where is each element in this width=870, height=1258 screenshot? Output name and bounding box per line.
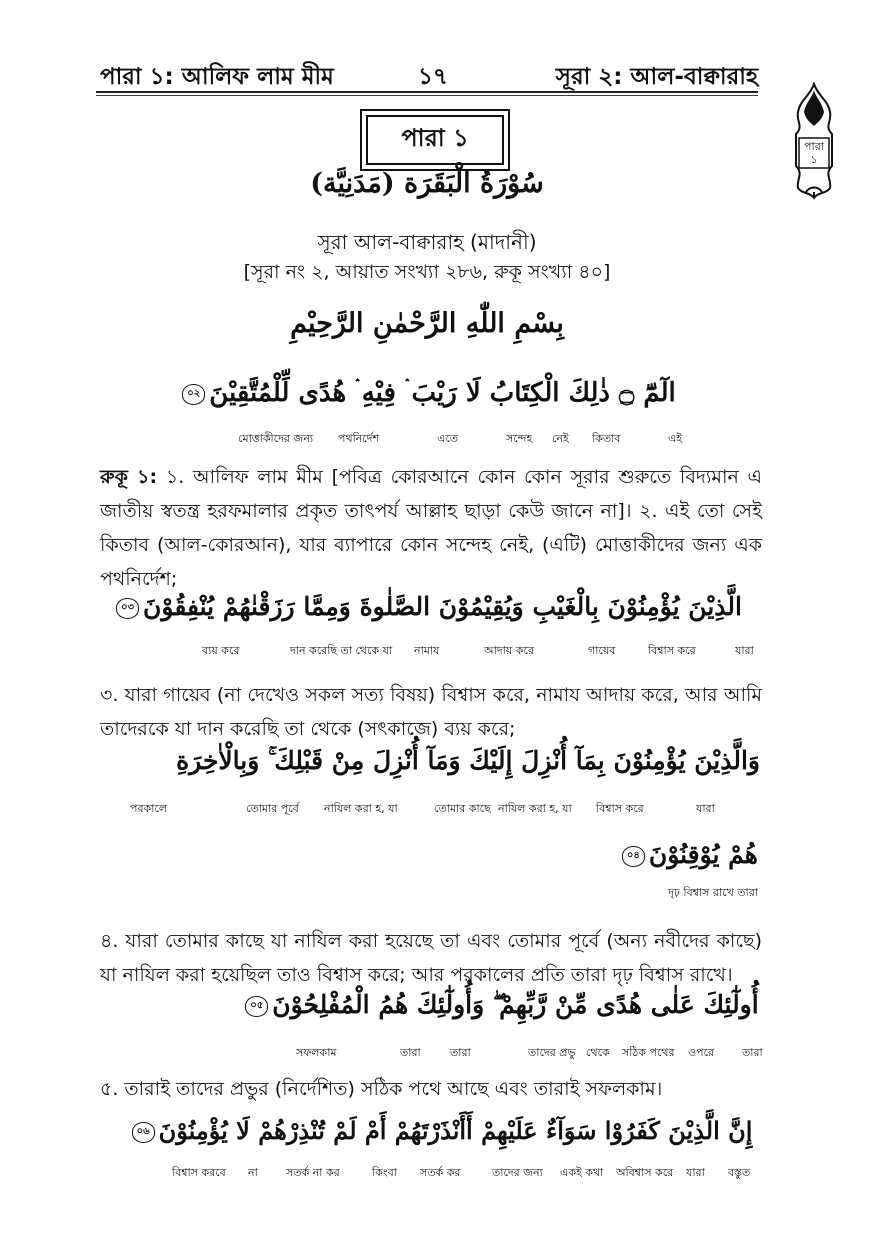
verse-4-translation: ৪. যারা তোমার কাছে যা নাযিল করা হয়েছে তা এবং তোমার পূর্বে (অন্য নবীদের কাছে) যা নাযিল করা হয়েছিল তাও বিশ্বাস করে; আর পরকালের প্রতি তারা দৃঢ় বিশ্বাস রাখে। <box>100 930 762 986</box>
verse-3-gloss <box>0 642 870 658</box>
verse-4-text-end: هُمْ يُوْقِنُوْنَ <box>648 840 758 869</box>
gloss-word: সঠিক পথের <box>622 1046 675 1059</box>
gloss-word: সফলকাম <box>296 1046 337 1059</box>
header-left: পারা ১: আলিফ লাম মীম <box>100 64 334 90</box>
gloss-word: অবিশ্বাস করে <box>616 1166 674 1179</box>
verse-4-gloss <box>0 800 870 816</box>
gloss-word: নাযিল করা হ, যা <box>498 802 572 815</box>
ruku-1-text: ১. আলিফ লাম মীম [পবিত্র কোরআনে কোন কোন সূরার শুরুতে বিদ্যমান এ জাতীয় স্বতন্ত্র হরফমালার প্রকৃত তাৎপর্য আল্লাহ ছাড়া কেউ জানে না]। ২. এই তো সেই কিতাব (আল-কোরআন), যার ব্যাপারে কোন সন্দেহ নেই, (এটি) মোত্তাকীদের জন্য এক পথনির্দেশ; <box>100 466 762 590</box>
verse-3-arabic <box>96 592 758 621</box>
page-number: ১৭ <box>418 64 448 90</box>
gloss-word: তারা <box>450 1046 471 1059</box>
gloss-word: দান করেছি তা থেকে যা <box>290 644 393 657</box>
gloss-word: বিশ্বাস করবে <box>172 1166 226 1179</box>
ruku-1-translation <box>100 460 762 596</box>
header-right: সূরা ২: আল-বাক্বারাহ <box>555 64 758 90</box>
gloss-word: তাদের প্রভু <box>528 1046 576 1059</box>
header-rule-thin <box>96 95 758 96</box>
gloss-word: এতে <box>437 432 459 445</box>
gloss-word: তোমার কাছে <box>434 802 491 815</box>
gloss-word: কিংবা <box>372 1166 397 1179</box>
gloss-word: বিশ্বাস করে <box>596 802 644 815</box>
gloss-word: কিতাব <box>592 432 621 445</box>
para-side-ornament <box>788 82 840 200</box>
verse-5-gloss <box>0 1044 870 1060</box>
ruku-label: রুকূ ১: <box>100 466 158 488</box>
gloss-word: থেকে <box>586 1046 610 1059</box>
gloss-word: নাযিল করা হ, যা <box>324 802 398 815</box>
verse-6-arabic <box>110 1116 770 1145</box>
ayah-number-badge: ০৪ <box>622 846 645 867</box>
verse-6-gloss <box>0 1164 870 1180</box>
side-tab-number: ১ <box>810 153 818 166</box>
para-title: পারা ১ <box>401 124 469 152</box>
gloss-word: তারা <box>400 1046 421 1059</box>
gloss-word: যারা <box>735 644 754 657</box>
verse-1-2-text: الٓمّٓ ۝ ذٰلِكَ الْكِتَابُ لَا رَيْبَ ۛ فِيْهِ ۛ هُدًى لِّلْمُتَّقِيْنَ <box>209 378 676 408</box>
verse-4-arabic: وَالَّذِيْنَ يُؤْمِنُوْنَ بِمَآ أُنْزِلَ إِلَيْكَ وَمَآ أُنْزِلَ مِنْ قَبْلِكَ ۚ وَبِالْاٰخِرَةِ <box>176 746 760 775</box>
gloss-word: তাদের জন্য <box>492 1166 543 1179</box>
gloss-word: মোত্তাকীদের জন্য <box>238 432 314 445</box>
verse-5-arabic <box>220 990 780 1020</box>
gloss-word: আদায় করে <box>484 644 534 657</box>
gloss-word: গায়েব <box>588 644 616 657</box>
verse-5-text: أُولٰٓئِكَ عَلٰى هُدًى مِّنْ رَّبِّهِمْ ۖ وَأُولٰٓئِكَ هُمُ الْمُفْلِحُوْنَ <box>272 990 759 1019</box>
verse-1-2-gloss <box>0 430 870 446</box>
ayah-number-badge: ০২ <box>182 384 205 405</box>
gloss-word: বস্তুত <box>728 1166 751 1179</box>
verse-4-gloss-end: দৃঢ় বিশ্বাস রাখে তারা <box>668 886 758 899</box>
header-rule <box>96 91 758 93</box>
side-tab-label: পারা <box>804 140 824 153</box>
bismillah: بِسْمِ اللّٰهِ الرَّحْمٰنِ الرَّحِيْمِ <box>290 308 564 339</box>
gloss-word: ব্যয় করে <box>202 644 240 657</box>
gloss-word: ওপরে <box>688 1046 715 1059</box>
gloss-word: নামায <box>414 644 440 657</box>
surah-info: [সূরা নং ২, আয়াত সংখ্যা ২৮৬, রুকূ সংখ্যা ৪০] <box>243 261 611 283</box>
verse-1-2-arabic <box>96 378 758 409</box>
gloss-word: নেই <box>552 432 569 445</box>
para-title-box <box>366 115 504 165</box>
gloss-word: একই কথা <box>560 1166 604 1179</box>
gloss-word: সতর্ক কর <box>420 1166 461 1179</box>
gloss-word: বিশ্বাস করে <box>648 644 696 657</box>
verse-4-arabic-end <box>618 840 758 869</box>
surah-title-bengali: সূরা আল-বাক্বারাহ (মাদানী) <box>317 230 537 254</box>
ayah-number-badge: ০৫ <box>245 996 268 1017</box>
verse-3-translation: ৩. যারা গায়েব (না দেখেও সকল সত্য বিষয়) বিশ্বাস করে, নামায আদায় করে, আর আমি তাদেরকে যা দান করেছি তা থেকে (সৎকাজে) ব্যয় করে; <box>100 684 762 740</box>
ayah-number-badge: ০৩ <box>116 598 139 619</box>
gloss-word: পরকালে <box>130 802 168 815</box>
ayah-number-badge: ০৬ <box>132 1122 155 1143</box>
gloss-word: সতর্ক না কর <box>286 1166 340 1179</box>
gloss-word: পথনির্দেশ <box>338 432 380 445</box>
verse-5-translation: ৫. তারাই তাদের প্রভুর (নির্দেশিত) সঠিক পথে আছে এবং তারাই সফলকাম। <box>100 1078 663 1100</box>
gloss-word: তারা <box>742 1046 763 1059</box>
gloss-word: যারা <box>686 1166 705 1179</box>
gloss-word: না <box>248 1166 258 1179</box>
gloss-word: যারা <box>696 802 715 815</box>
gloss-word: তোমার পূর্বে <box>246 802 299 815</box>
verse-6-text: إِنَّ الَّذِيْنَ كَفَرُوْا سَوَآءٌ عَلَيْهِمْ أَأَنْذَرْتَهُمْ أَمْ لَمْ تُنْذِرْهُمْ لَا يُؤْمِنُوْنَ <box>158 1116 753 1145</box>
gloss-word: এই <box>668 432 683 445</box>
gloss-word: সন্দেহ <box>506 432 533 445</box>
verse-3-text: الَّذِيْنَ يُؤْمِنُوْنَ بِالْغَيْبِ وَيُقِيْمُوْنَ الصَّلٰوةَ وَمِمَّا رَزَقْنٰهُمْ يُنْفِقُوْنَ <box>143 592 742 621</box>
surah-title-arabic: سُوْرَةُ الْبَقَرَة (مَدَنِيَّة) <box>310 168 544 199</box>
